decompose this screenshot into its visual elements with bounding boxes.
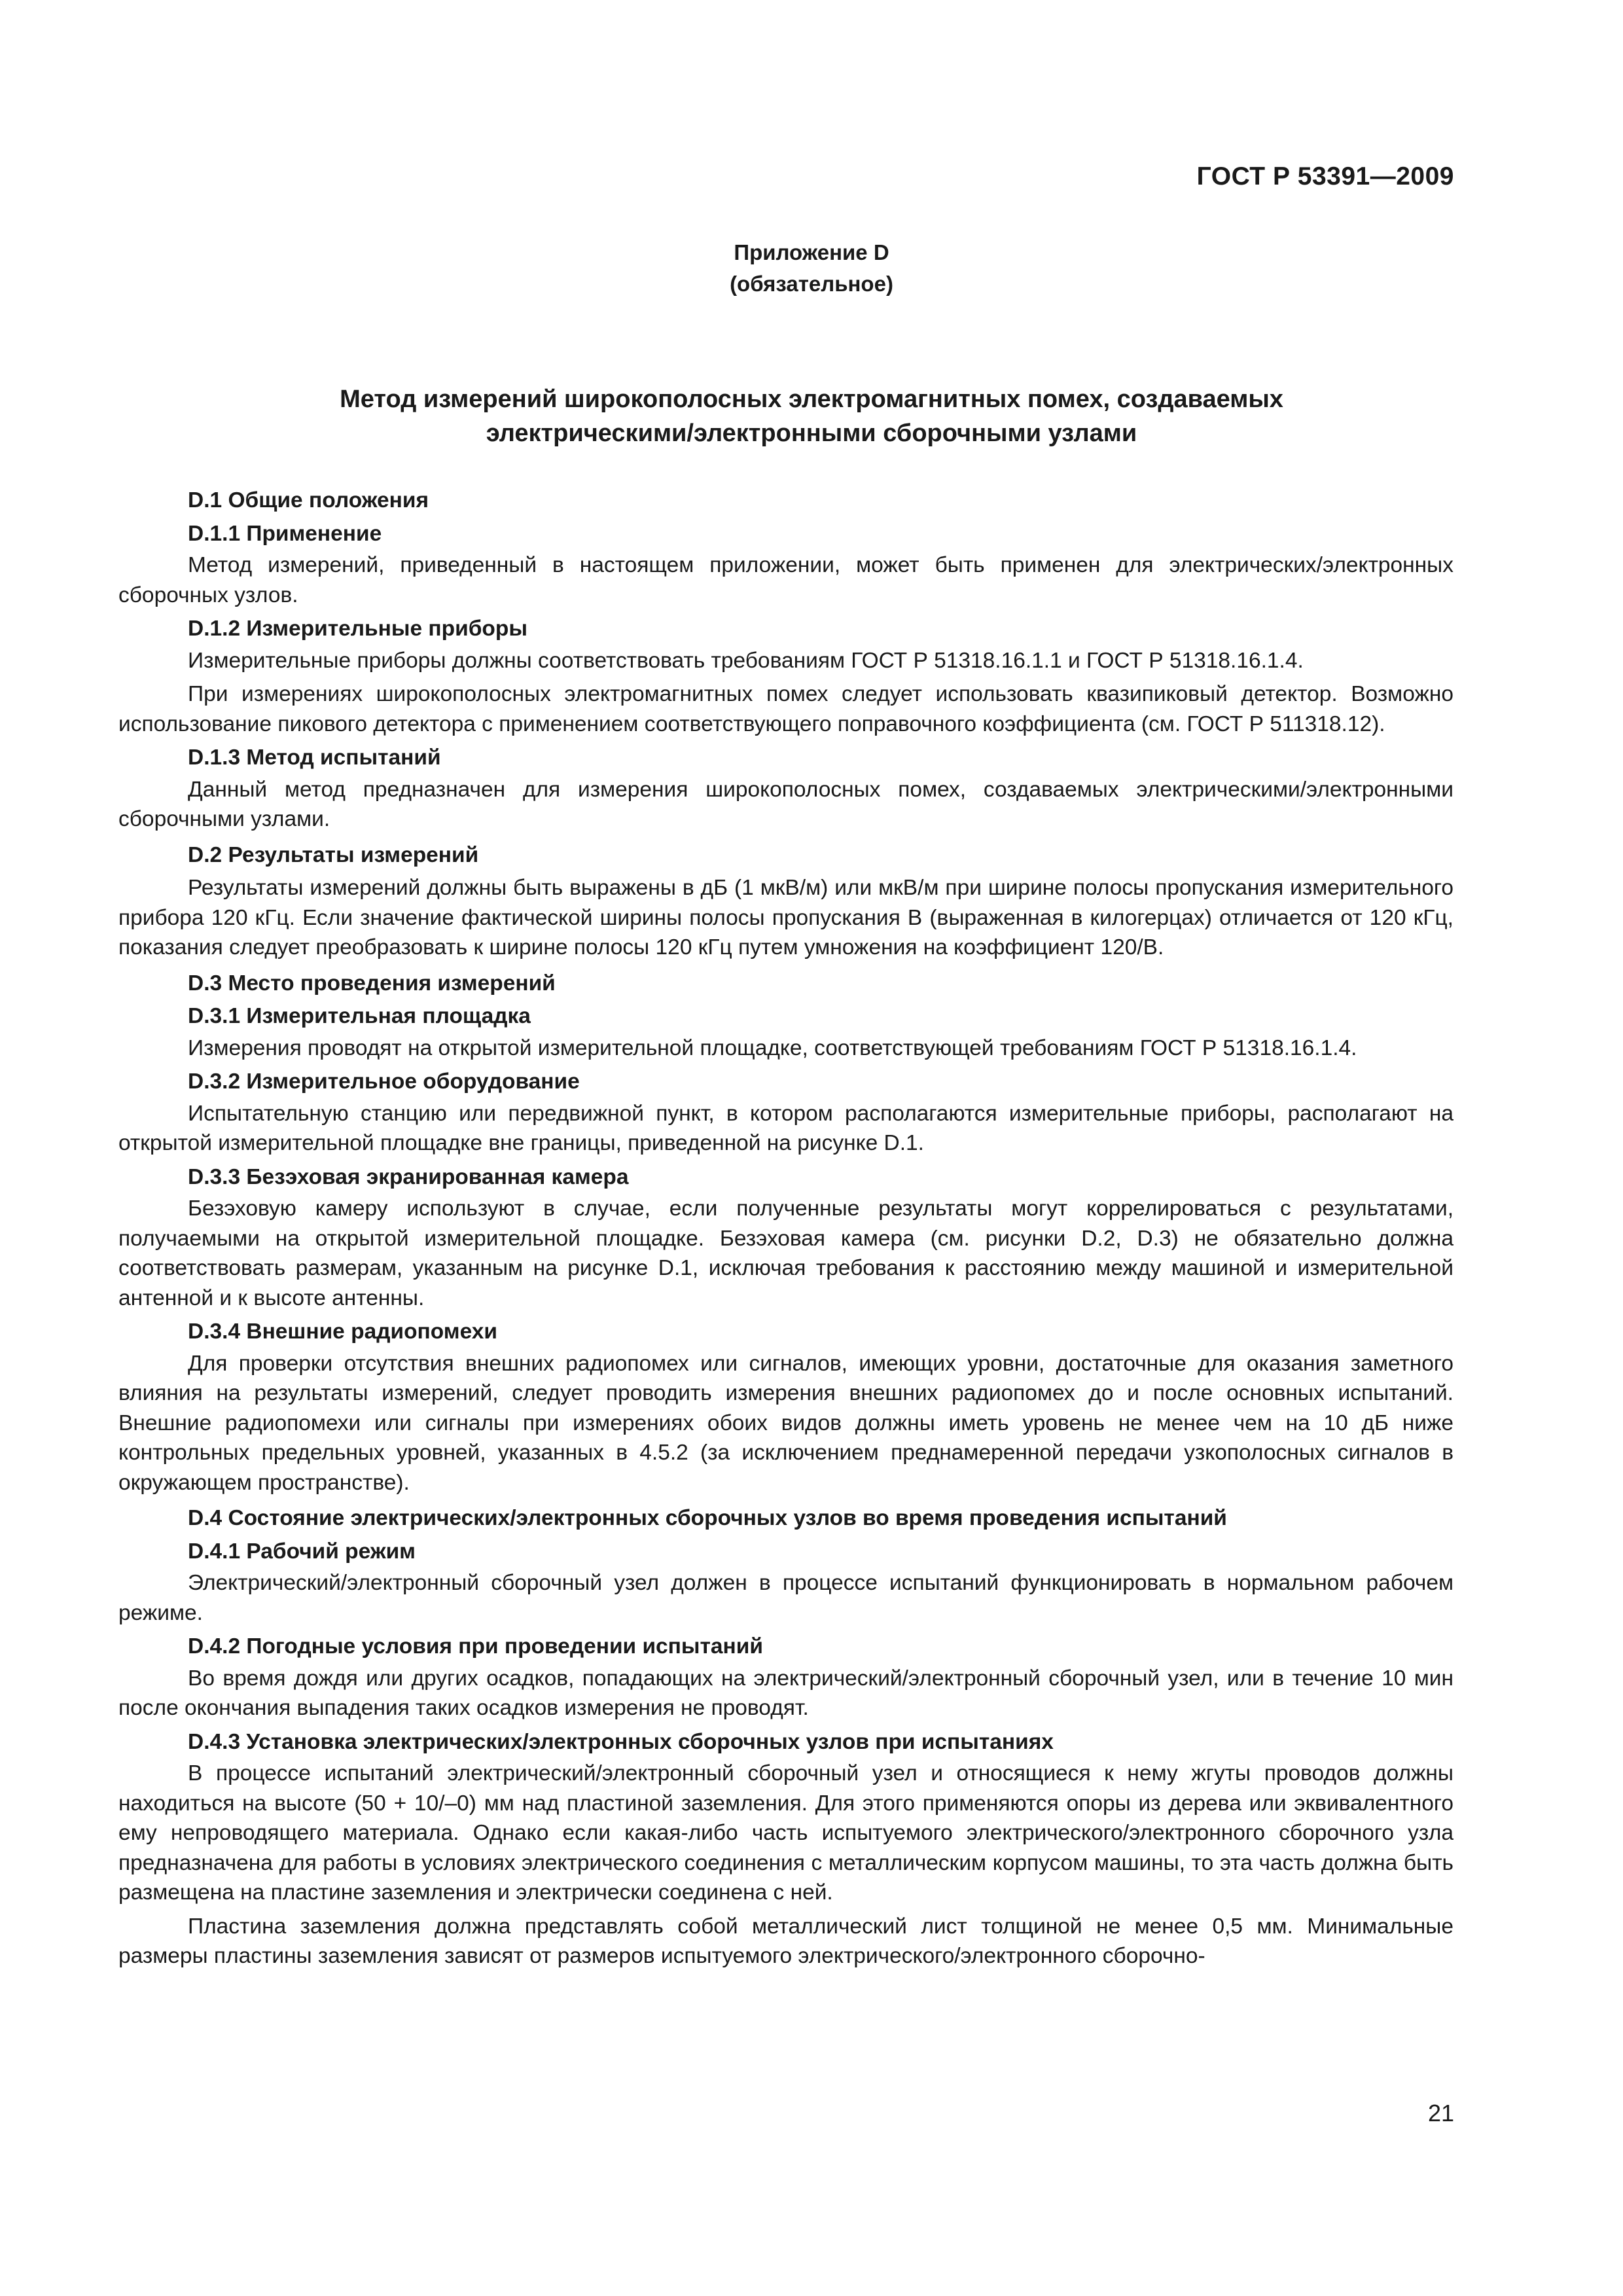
paragraph-d32: Испытательную станцию или передвижной пункт, в котором располагаются измерительные приборы, располагают на открытой измерительной площадке вне границы, приведенной на рисунке D.1. (118, 1101, 1454, 1155)
heading-d34: D.3.4 Внешние радиопомехи (188, 1319, 497, 1344)
heading-d3: D.3 Место проведения измерений (188, 971, 556, 996)
paragraph-d11: Метод измерений, приведенный в настоящем приложении, может быть применен для электрических/электронных сборочных узлов. (118, 553, 1454, 607)
heading-d13: D.1.3 Метод испытаний (188, 745, 441, 770)
annex-title: Приложение D (734, 240, 889, 264)
paragraph-d41: Электрический/электронный сборочный узел должен в процессе испытаний функционировать в нормальном рабочем режиме. (118, 1571, 1454, 1625)
paragraph-d43-2: Пластина заземления должна представлять собой металлический лист толщиной не менее 0,5 мм. Минимальные размеры пластины заземления зависят от размеров испытуемого электрического/электронного сборочно- (118, 1914, 1454, 1968)
heading-d11: D.1.1 Применение (188, 521, 382, 546)
heading-d42: D.4.2 Погодные условия при проведении испытаний (188, 1634, 763, 1659)
heading-d32: D.3.2 Измерительное оборудование (188, 1069, 580, 1094)
paragraph-d2: Результаты измерений должны быть выражены в дБ (1 мкВ/м) или мкВ/м при ширине полосы пропускания измерительного прибора 120 кГц. Если значение фактической ширины полосы пропускания В (выраженная в килогерцах) отличается от 120 кГц, показания следует преобразовать к ширине полосы 120 кГц путем умножения на коэффициент 120/В. (118, 876, 1454, 960)
heading-d33: D.3.3 Безэховая экранированная камера (188, 1164, 629, 1189)
document-title-line-2: электрическими/электронными сборочными узлами (486, 420, 1137, 447)
paragraph-d13: Данный метод предназначен для измерения широкополосных помех, создаваемых электрическими/электронными сборочными узлами. (118, 777, 1454, 831)
document-body (118, 486, 1454, 1975)
annex-heading (0, 237, 1623, 300)
document-title-line-1: Метод измерений широкополосных электромагнитных помех, создаваемых (340, 386, 1283, 413)
annex-status: (обязательное) (730, 272, 893, 296)
paragraph-d42: Во время дождя или других осадков, попадающих на электрический/электронный сборочный узел, или в течение 10 мин после окончания выпадения таких осадков измерения не проводят. (118, 1666, 1454, 1720)
paragraph-d34: Для проверки отсутствия внешних радиопомех или сигналов, имеющих уровни, достаточные для оказания заметного влияния на результаты измерений, следует проводить измерения внешних радиопомех до и после основных испытаний. Внешние радиопомехи или сигналы при измерениях обоих видов должны иметь уровень не менее чем на 10 дБ ниже контрольных предельных уровней, указанных в 4.5.2 (за исключением преднамеренной передачи узкополосных сигналов в окружающем пространстве). (118, 1351, 1454, 1495)
heading-d41: D.4.1 Рабочий режим (188, 1539, 416, 1564)
document-title (196, 382, 1427, 450)
paragraph-d12-1: Измерительные приборы должны соответствовать требованиям ГОСТ Р 51318.16.1.1 и ГОСТ Р 51318.16.1.4. (188, 648, 1304, 673)
page-number: 21 (1427, 2100, 1454, 2126)
paragraph-d43-1: В процессе испытаний электрический/электронный сборочный узел и относящиеся к нему жгуты проводов должны находиться на высоте (50 + 10/–0) мм над пластиной заземления. Для этого применяются опоры из дерева или эквивалентного ему непроводящего материала. Однако если какая-либо часть испытуемого электрического/электронного сборочного узла предназначена для работы в условиях электрического соединения с металлическим корпусом машины, то эта часть должна быть размещена на пластине заземления и электрически соединена с ней. (118, 1761, 1454, 1905)
paragraph-d33: Безэховую камеру используют в случае, если полученные результаты могут коррелироваться с результатами, получаемыми на открытой измерительной площадке. Безэховая камера (см. рисунки D.2, D.3) не обязательно должна соответствовать размерам, указанным на рисунке D.1, исключая требования к расстоянию между машиной и измерительной антенной и к высоте антенны. (118, 1196, 1454, 1310)
heading-d1: D.1 Общие положения (188, 488, 429, 512)
heading-d12: D.1.2 Измерительные приборы (188, 617, 527, 641)
standard-code: ГОСТ Р 53391—2009 (1196, 162, 1454, 190)
heading-d4: D.4 Состояние электрических/электронных сборочных узлов во время проведения испытаний (188, 1506, 1227, 1530)
heading-d2: D.2 Результаты измерений (188, 842, 479, 867)
paragraph-d31: Измерения проводят на открытой измерительной площадке, соответствующей требованиям ГОСТ Р 51318.16.1.4. (188, 1035, 1357, 1060)
heading-d31: D.3.1 Измерительная площадка (188, 1004, 531, 1028)
paragraph-d12-2: При измерениях широкополосных электромагнитных помех следует использовать квазипиковый детектор. Возможно использование пикового детектора с применением соответствующего поправочного коэффициента (см. ГОСТ Р 511318.12). (118, 682, 1454, 736)
heading-d43: D.4.3 Установка электрических/электронных сборочных узлов при испытаниях (188, 1729, 1054, 1754)
